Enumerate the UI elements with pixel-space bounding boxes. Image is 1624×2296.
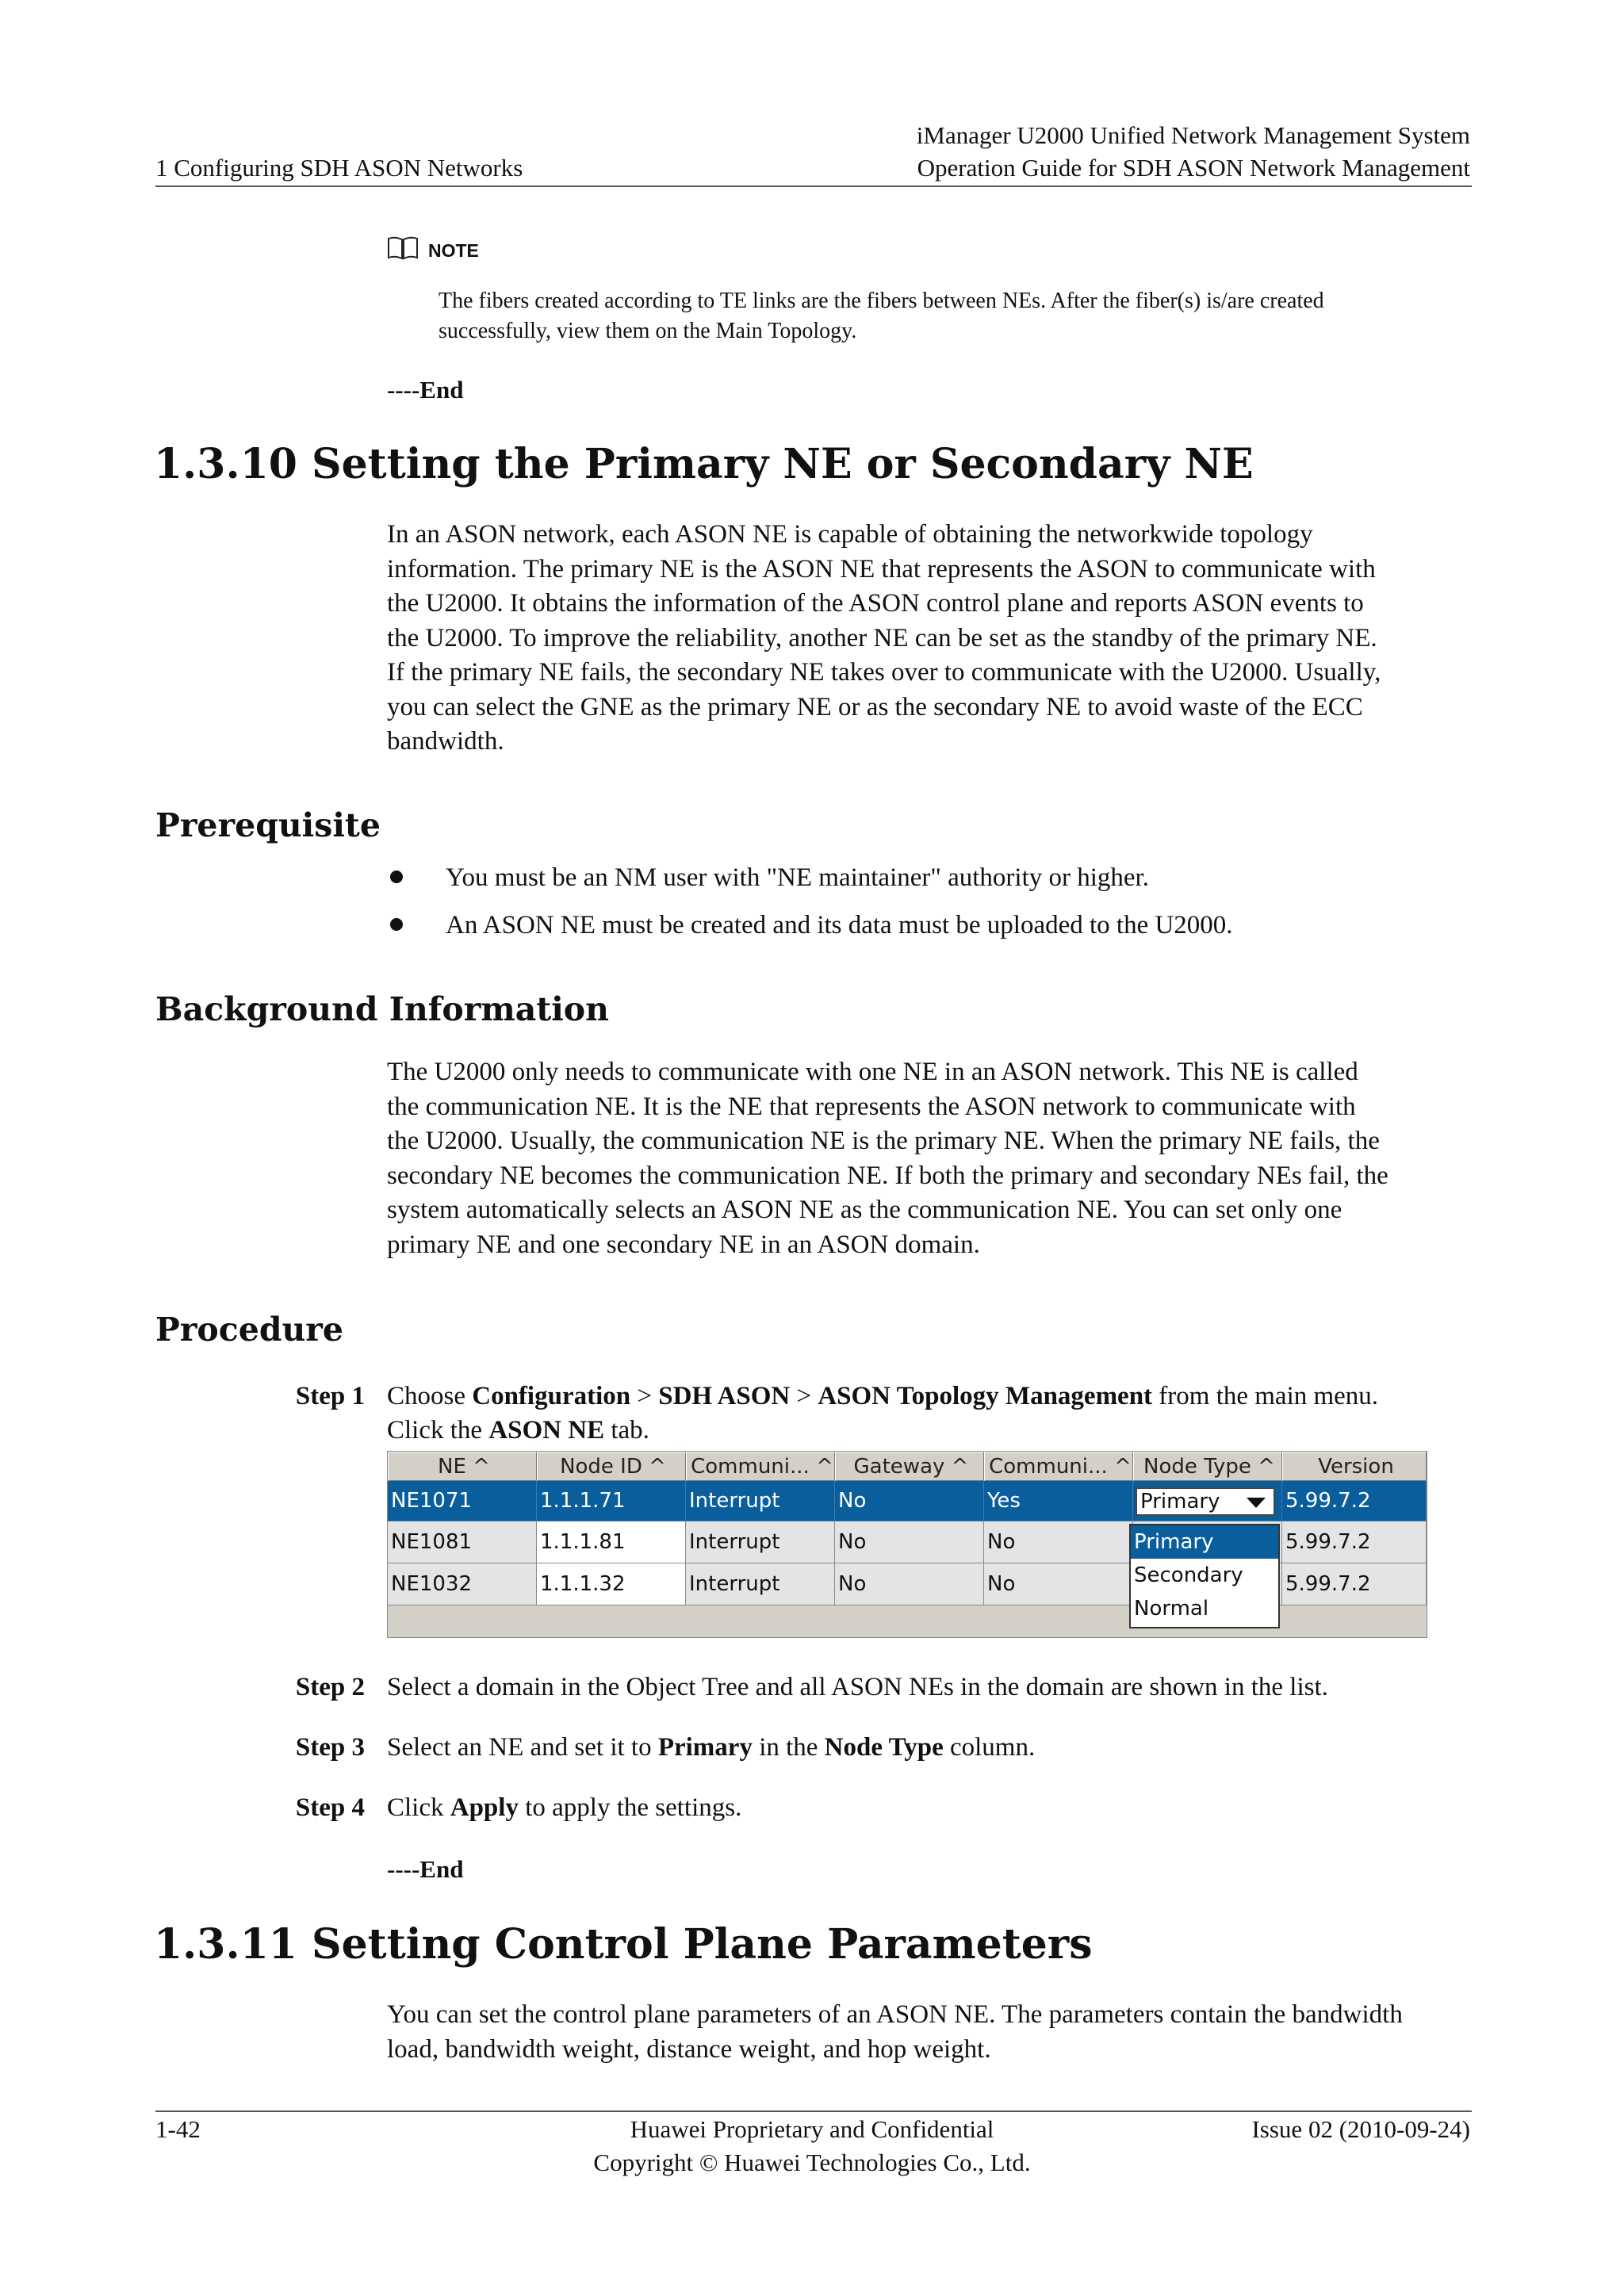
section-title-1310: 1.3.10 Setting the Primary NE or Secondary NE: [154, 440, 1254, 488]
column-header-version[interactable]: Version: [1282, 1452, 1427, 1481]
step-4-text: Click Apply to apply the settings.: [387, 1793, 742, 1822]
footer-rule: [155, 2110, 1472, 2112]
prerequisite-item: You must be an NM user with "NE maintainer" authority or higher.: [446, 861, 1149, 894]
footer-issue: Issue 02 (2010-09-24): [1251, 2115, 1470, 2143]
step-1-text-line2: Click the ASON NE tab.: [387, 1416, 649, 1445]
step-3-text: Select an NE and set it to Primary in the Node Type column.: [387, 1733, 1036, 1762]
table-cell: 5.99.7.2: [1282, 1563, 1427, 1605]
procedure-heading: Procedure: [155, 1311, 343, 1349]
bullet-icon: [390, 918, 403, 931]
footer-copyright: Copyright © Huawei Technologies Co., Ltd.: [593, 2149, 1031, 2176]
table-cell: Interrupt: [686, 1563, 835, 1605]
step-3-label: Step 3: [295, 1733, 365, 1762]
table-cell: No: [984, 1521, 1133, 1563]
note-label: NOTE: [428, 240, 479, 261]
background-heading: Background Information: [155, 990, 609, 1028]
step-1-label: Step 1: [295, 1382, 365, 1410]
background-line: primary NE and one secondary NE in an ASON domain.: [387, 1230, 980, 1259]
header-rule: [155, 186, 1472, 187]
table-cell: Interrupt: [686, 1521, 835, 1563]
header-guide: Operation Guide for SDH ASON Network Management: [917, 154, 1470, 182]
background-line: the communication NE. It is the NE that represents the ASON network to communicate with: [387, 1092, 1356, 1121]
node-type-select[interactable]: [1136, 1487, 1275, 1516]
table-cell: No: [835, 1563, 984, 1605]
intro-line: the U2000. To improve the reliability, another NE can be set as the standby of the primary NE.: [387, 623, 1377, 652]
note-line-1: The fibers created according to TE links are the fibers between NEs. After the fiber(s) is/are created: [439, 289, 1324, 313]
node-type-selected-value: Primary: [1140, 1490, 1220, 1513]
background-line: secondary NE becomes the communication NE. If both the primary and secondary NEs fail, the: [387, 1161, 1388, 1190]
table-cell: NE1032: [388, 1563, 537, 1605]
dropdown-option-secondary[interactable]: Secondary: [1134, 1563, 1243, 1587]
footer-page-number: 1-42: [155, 2115, 201, 2143]
column-header-node-id[interactable]: Node ID ^: [537, 1452, 686, 1481]
bullet-icon: [390, 871, 403, 883]
background-line: the U2000. Usually, the communication NE is the primary NE. When the primary NE fails, the: [387, 1127, 1380, 1155]
table-cell: 5.99.7.2: [1282, 1521, 1427, 1563]
table-cell: 1.1.1.32: [537, 1563, 686, 1605]
end-marker-2: ----End: [387, 1855, 464, 1883]
node-type-dropdown: [1129, 1524, 1280, 1628]
table-cell: No: [984, 1563, 1133, 1605]
control-plane-line: load, bandwidth weight, distance weight, and hop weight.: [387, 2034, 991, 2064]
table-cell: 1.1.1.81: [537, 1521, 686, 1563]
background-paragraph: [387, 1055, 1497, 1262]
intro-line: If the primary NE fails, the secondary NE takes over to communicate with the U2000. Usually,: [387, 658, 1381, 687]
dropdown-option-normal[interactable]: Normal: [1134, 1597, 1209, 1621]
table-cell: No: [835, 1481, 984, 1521]
column-header-communication-1[interactable]: Communi... ^: [686, 1452, 835, 1481]
table-cell: 1.1.1.71: [537, 1481, 686, 1521]
footer-confidential: Huawei Proprietary and Confidential: [630, 2115, 994, 2143]
table-cell: NE1081: [388, 1521, 537, 1563]
background-line: The U2000 only needs to communicate with one NE in an ASON network. This NE is called: [387, 1058, 1358, 1086]
section-title-1311: 1.3.11 Setting Control Plane Parameters: [154, 1920, 1093, 1969]
prerequisite-item: An ASON NE must be created and its data must be uploaded to the U2000.: [446, 909, 1233, 942]
control-plane-paragraph: [387, 1998, 1497, 2067]
control-plane-line: You can set the control plane parameters of an ASON NE. The parameters contain the bandwidth: [387, 2000, 1403, 2029]
table-cell: 5.99.7.2: [1282, 1481, 1427, 1521]
step-1-text: Choose Configuration > SDH ASON > ASON Topology Management from the main menu.: [387, 1382, 1379, 1410]
step-2-label: Step 2: [295, 1673, 365, 1701]
intro-line: the U2000. It obtains the information of the ASON control plane and reports ASON events to: [387, 589, 1364, 618]
column-header-gateway[interactable]: Gateway ^: [835, 1452, 984, 1481]
table-cell: Yes: [984, 1481, 1133, 1521]
intro-line: In an ASON network, each ASON NE is capable of obtaining the networkwide topology: [387, 520, 1313, 549]
background-line: system automatically selects an ASON NE as the communication NE. You can set only one: [387, 1196, 1342, 1224]
step-4-label: Step 4: [295, 1793, 365, 1822]
table-cell: NE1071: [388, 1481, 537, 1521]
dropdown-option-primary[interactable]: Primary: [1131, 1525, 1278, 1559]
table-header-row: [388, 1452, 1427, 1481]
intro-line: bandwidth.: [387, 727, 504, 756]
table-cell: No: [835, 1521, 984, 1563]
book-icon: [387, 235, 419, 261]
step-2-text: Select a domain in the Object Tree and all ASON NEs in the domain are shown in the list.: [387, 1673, 1328, 1701]
header-product: iManager U2000 Unified Network Management System: [916, 121, 1470, 149]
end-marker-1: ----End: [387, 376, 464, 404]
intro-line: information. The primary NE is the ASON NE that represents the ASON to communicate with: [387, 554, 1376, 584]
chevron-down-icon[interactable]: [1247, 1498, 1266, 1508]
intro-paragraph: [387, 518, 1497, 760]
prerequisite-heading: Prerequisite: [155, 806, 381, 844]
column-header-ne[interactable]: NE ^: [388, 1452, 537, 1481]
note-line-2: successfully, view them on the Main Topology.: [439, 319, 857, 343]
intro-line: you can select the GNE as the primary NE or as the secondary NE to avoid waste of the ECC: [387, 692, 1363, 721]
table-cell: Interrupt: [686, 1481, 835, 1521]
header-chapter: 1 Configuring SDH ASON Networks: [155, 154, 523, 182]
column-header-communication-2[interactable]: Communi... ^: [984, 1452, 1133, 1481]
column-header-node-type[interactable]: Node Type ^: [1133, 1452, 1282, 1481]
